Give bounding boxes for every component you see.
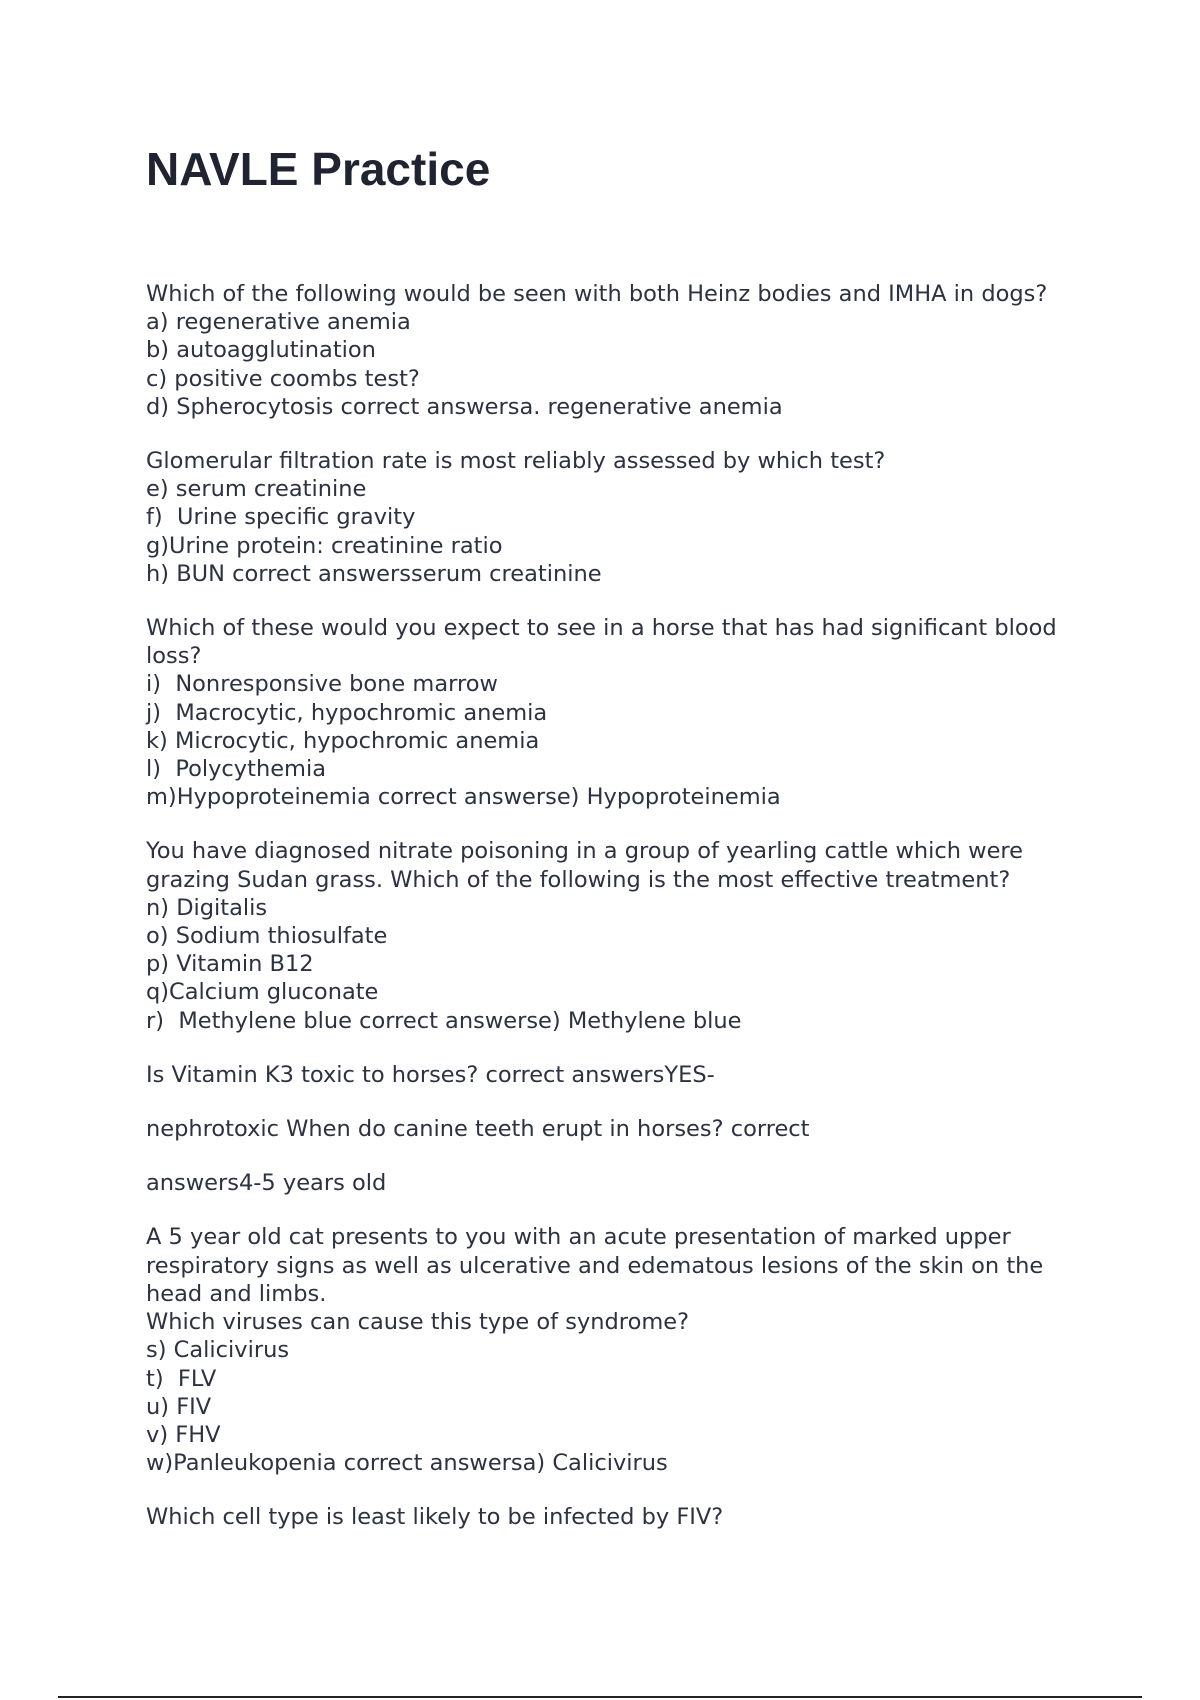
answer-option: f) Urine specific gravity: [146, 504, 416, 531]
question-block: [146, 1223, 1086, 1477]
question-text: Which of these would you expect to see in a horse that has had significant blood loss?: [146, 615, 1064, 670]
answer-option: i) Nonresponsive bone marrow: [146, 671, 498, 698]
question-block: [146, 1061, 1086, 1089]
question-text: Which of the following would be seen with both Heinz bodies and IMHA in dogs?: [146, 281, 1048, 307]
answer-option: b) autoagglutination: [146, 337, 376, 364]
question-list: [146, 280, 1086, 1558]
answer-option: q)Calcium gluconate: [146, 979, 379, 1006]
question-block: [146, 1115, 1086, 1143]
question-text: Glomerular filtration rate is most reliably assessed by which test?: [146, 448, 886, 475]
answer-option: r) Methylene blue correct answerse) Methylene blue: [146, 1007, 742, 1034]
answer-option: d) Spherocytosis correct answersa. regenerative anemia: [146, 393, 783, 420]
answer-option: h) BUN correct answersserum creatinine: [146, 560, 602, 587]
answer-option: k) Microcytic, hypochromic anemia: [146, 727, 540, 754]
page-title: NAVLE Practice: [146, 143, 491, 195]
question-block: [146, 837, 1086, 1034]
question-block: [146, 280, 1086, 421]
answer-option: n) Digitalis: [146, 894, 268, 921]
question-block: [146, 1503, 1086, 1531]
answer-option: a) regenerative anemia: [146, 309, 411, 336]
question-text: Is Vitamin K3 toxic to horses? correct answersYES-: [146, 1061, 715, 1088]
answer-option: c) positive coombs test?: [146, 365, 420, 392]
answer-option: w)Panleukopenia correct answersa) Calicivirus: [146, 1450, 668, 1477]
question-text: answers4-5 years old: [146, 1170, 387, 1197]
answer-option: u) FIV: [146, 1393, 212, 1420]
answer-option: g)Urine protein: creatinine ratio: [146, 532, 503, 559]
question-text: You have diagnosed nitrate poisoning in a group of yearling cattle which were grazing Sudan grass. Which of the following is the most effective treatment?: [146, 838, 1031, 893]
question-block: [146, 614, 1086, 811]
question-block: [146, 1169, 1086, 1197]
answer-option: m)Hypoproteinemia correct answerse) Hypoproteinemia: [146, 784, 781, 811]
answer-option: o) Sodium thiosulfate: [146, 923, 388, 950]
question-text: A 5 year old cat presents to you with an acute presentation of marked upper respiratory signs as well as ulcerative and edematous lesions of the skin on the head and limbs.: [146, 1224, 1051, 1307]
question-block: [146, 447, 1086, 588]
answer-option: t) FLV: [146, 1365, 217, 1392]
answer-option: e) serum creatinine: [146, 476, 367, 503]
answer-option: l) Polycythemia: [146, 756, 326, 783]
answer-option: Which viruses can cause this type of syndrome?: [146, 1309, 690, 1336]
question-text: nephrotoxic When do canine teeth erupt in horses? correct: [146, 1116, 810, 1143]
answer-option: s) Calicivirus: [146, 1337, 290, 1364]
answer-option: j) Macrocytic, hypochromic anemia: [146, 699, 548, 726]
page-divider: [58, 1696, 1142, 1698]
question-text: Which cell type is least likely to be infected by FIV?: [146, 1504, 724, 1531]
answer-option: v) FHV: [146, 1421, 221, 1448]
answer-option: p) Vitamin B12: [146, 951, 314, 978]
